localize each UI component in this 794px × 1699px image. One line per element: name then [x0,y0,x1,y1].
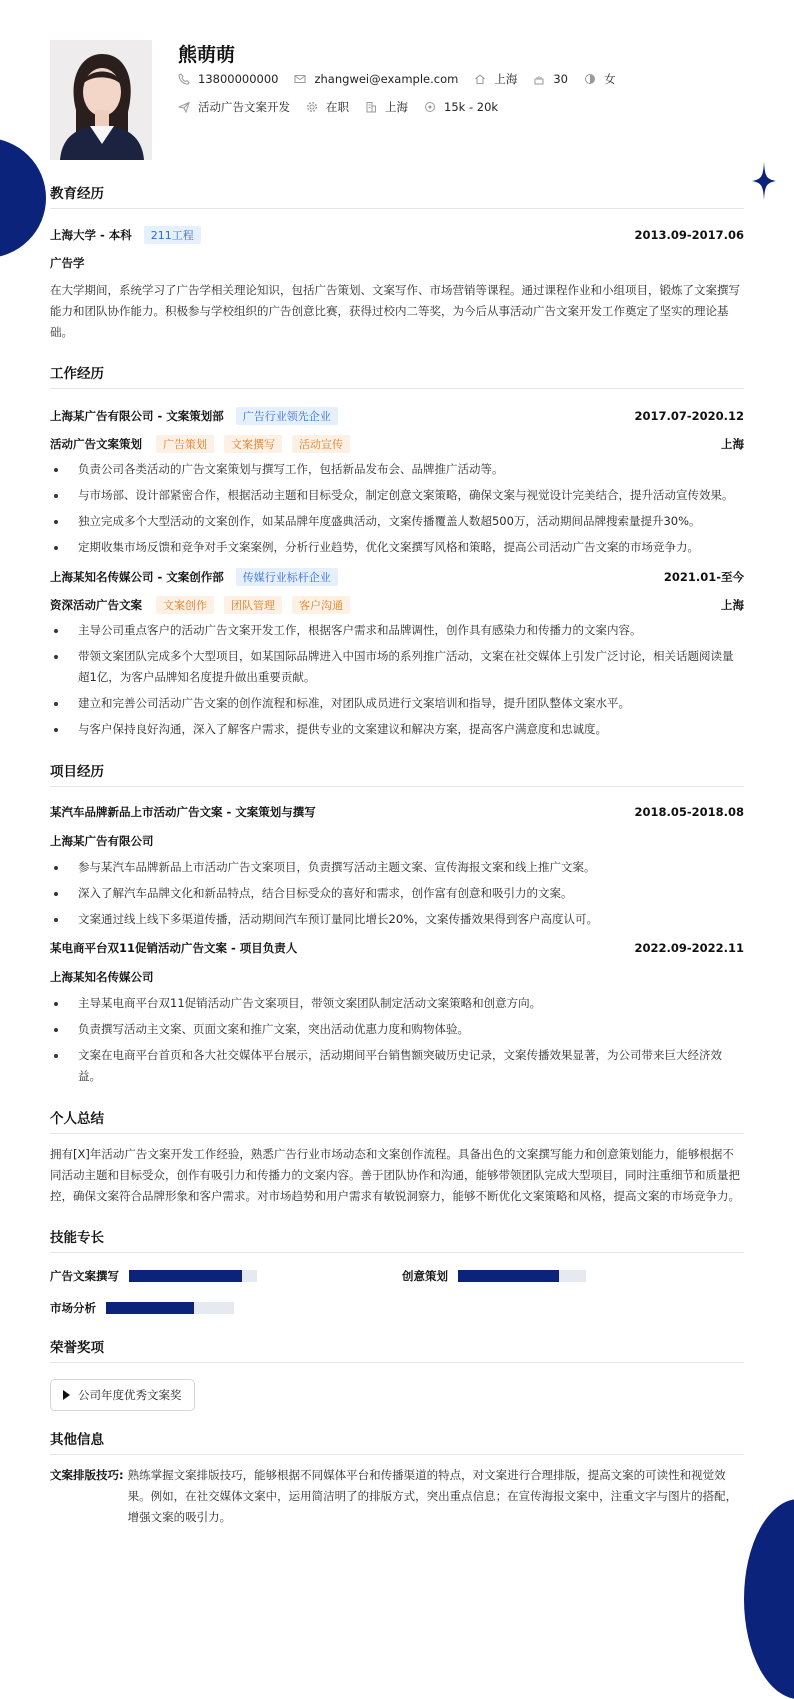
skill-tag: 文案撰写 [224,435,282,453]
email-text: zhangwei@example.com [314,72,459,86]
decor-circle-left [0,138,46,258]
list-item: 主导公司重点客户的活动广告文案开发工作，根据客户需求和品牌调性，创作具有感染力和传播力的文案内容。 [50,620,744,641]
home-icon [474,73,486,85]
project-header-row [50,940,744,956]
age-icon [533,73,545,85]
skill-bar [106,1302,234,1314]
job-header-row [50,407,744,425]
job-intent-row [178,99,514,115]
education-section [50,182,744,343]
city-item [474,71,517,87]
target-position-item [178,99,290,115]
project-bullets [50,857,744,930]
gear-icon [306,101,318,113]
gender-text: 女 [603,72,616,86]
coin-icon [424,101,436,113]
company-tag: 广告行业领先企业 [236,407,338,425]
project-company: 上海某广告有限公司 [50,834,154,848]
play-icon [63,1390,70,1400]
project-date: 2022.09-2022.11 [634,941,744,955]
education-header-row [50,226,744,244]
job-position: 活动广告文案策划 [50,437,142,451]
job-position-row [50,596,744,614]
school-tag: 211工程 [144,226,201,244]
project-entry [50,804,744,930]
other-text: 熟练掌握文案排版技巧，能够根据不同媒体平台和传播渠道的特点，对文案进行合理排版，提高文案的可读性和视觉效果。例如，在社交媒体文案中，运用简洁明了的排版方式，突出重点信息；在宣传海报文案中，注重文字与图片的搭配，增强文案的吸引力。 [127,1468,738,1524]
job-entry [50,568,744,740]
work-section [50,362,744,740]
target-position-text: 活动广告文案开发 [198,100,290,114]
skill-bar [458,1270,586,1282]
job-bullets [50,620,744,740]
list-item: 带领文案团队完成多个大型项目，如某国际品牌进入中国市场的系列推广活动，文案在社交媒体上引发广泛讨论，相关话题阅读量超1亿，为客户品牌知名度提升做出重要贡献。 [50,646,744,688]
summary-text: 拥有[X]年活动广告文案开发工作经验，熟悉广告行业市场动态和文案创作流程。具备出色的文案撰写能力和创意策划能力，能够根据不同活动主题和目标受众，创作有吸引力和传播力的文案内容。善于团队协作和沟通，能够带领团队完成大型项目，同时注重细节和质量把控，确保文案符合品牌形象和客户需求。对市场趋势和用户需求有敏锐洞察力，能够不断优化文案策略和风格，提高文案的市场竞争力。 [50,1147,740,1203]
decor-circle-right [744,1499,794,1699]
list-item: 深入了解汽车品牌文化和新品特点，结合目标受众的喜好和需求，创作富有创意和吸引力的文案。 [50,883,744,904]
skill-bar [129,1270,257,1282]
honor-item [50,1379,195,1411]
job-date: 2017.07-2020.12 [634,409,744,423]
candidate-name: 熊萌萌 [178,44,236,66]
list-item: 主导某电商平台双11促销活动广告文案项目，带领文案团队制定活动文案策略和创意方向。 [50,993,744,1014]
skills-title: 技能专长 [50,1226,744,1253]
skill-name: 市场分析 [50,1301,96,1315]
salary-item [424,100,498,114]
skills-row [50,1300,744,1316]
project-bullets [50,993,744,1087]
skill-item [50,1268,402,1284]
honors-title: 荣誉奖项 [50,1336,744,1363]
mail-icon [294,73,306,85]
list-item: 负责撰写活动主文案、页面文案和推广文案，突出活动优惠力度和购物体验。 [50,1019,744,1040]
projects-title: 项目经历 [50,760,744,787]
project-name: 某汽车品牌新品上市活动广告文案 - 文案策划与撰写 [50,805,316,819]
contact-row [178,71,631,87]
skill-name: 创意策划 [402,1269,448,1283]
work-title: 工作经历 [50,362,744,389]
phone-icon [178,73,190,85]
target-city-text: 上海 [385,100,408,114]
send-icon [178,101,190,113]
skill-bar-fill [129,1270,242,1282]
project-name: 某电商平台双11促销活动广告文案 - 项目负责人 [50,941,298,955]
job-company: 上海某知名传媒公司 - 文案创作部 [50,570,224,584]
target-city-item [365,99,408,115]
skill-item [50,1300,234,1316]
list-item: 与客户保持良好沟通，深入了解客户需求，提供专业的文案建议和解决方案，提高客户满意度和忠诚度。 [50,719,744,740]
skill-tag: 文案创作 [156,596,214,614]
skill-name: 广告文案撰写 [50,1269,119,1283]
school-name: 上海大学 - 本科 [50,228,132,242]
salary-text: 15k - 20k [444,100,499,114]
skill-bar-fill [106,1302,194,1314]
skill-item [402,1268,586,1284]
list-item: 与市场部、设计部紧密合作，根据活动主题和目标受众，制定创意文案策略，确保文案与视觉设计完美结合，提升活动宣传效果。 [50,485,744,506]
phone-text: 13800000000 [198,72,279,86]
job-location: 上海 [721,437,744,451]
other-label: 文案排版技巧: [50,1468,124,1482]
summary-title: 个人总结 [50,1107,744,1134]
building-icon [365,101,377,113]
skills-section [50,1226,744,1316]
skills-row [50,1268,744,1284]
projects-section [50,760,744,1087]
city-text: 上海 [494,72,518,86]
project-date: 2018.05-2018.08 [634,805,744,819]
email-item [294,72,458,86]
skill-tag: 活动宣传 [292,435,350,453]
job-bullets [50,459,744,558]
honor-text: 公司年度优秀文案奖 [78,1388,182,1402]
resume-page [50,0,744,1528]
list-item: 参与某汽车品牌新品上市活动广告文案项目，负责撰写活动主题文案、宣传海报文案和线上推广文案。 [50,857,744,878]
skill-tag: 客户沟通 [292,596,350,614]
job-location: 上海 [721,598,744,612]
status-item [306,99,349,115]
education-date: 2013.09-2017.06 [634,228,744,242]
project-company: 上海某知名传媒公司 [50,970,154,984]
summary-section [50,1107,744,1207]
resume-header [50,0,744,178]
avatar [50,40,152,160]
honors-section [50,1336,744,1411]
job-position-row [50,435,744,453]
list-item: 负责公司各类活动的广告文案策划与撰写工作，包括新品发布会、品牌推广活动等。 [50,459,744,480]
gender-item [584,71,616,87]
education-description: 在大学期间，系统学习了广告学相关理论知识，包括广告策划、文案写作、市场营销等课程。通过课程作业和小组项目，锻炼了文案撰写能力和团队协作能力。积极参与学校组织的广告创意比赛，获得过校内二等奖，为今后从事活动广告文案开发工作奠定了坚实的理论基础。 [50,283,740,339]
job-position: 资深活动广告文案 [50,598,142,612]
list-item: 独立完成多个大型活动的文案创作，如某品牌年度盛典活动，文案传播覆盖人数超500万，活动期间品牌搜索量提升30%。 [50,511,744,532]
job-header-row [50,568,744,586]
job-date: 2021.01-至今 [663,570,744,584]
status-text: 在职 [326,100,349,114]
star-icon [752,162,776,200]
age-item [533,72,568,86]
skill-bar-fill [458,1270,559,1282]
phone-item [178,72,278,86]
list-item: 建立和完善公司活动广告文案的创作流程和标准，对团队成员进行文案培训和指导，提升团队整体文案水平。 [50,693,744,714]
age-text: 30 [553,72,568,86]
job-entry [50,407,744,558]
education-title: 教育经历 [50,182,744,209]
list-item: 文案通过线上线下多渠道传播，活动期间汽车预订量同比增长20%，文案传播效果得到客户高度认可。 [50,909,744,930]
job-company: 上海某广告有限公司 - 文案策划部 [50,409,224,423]
list-item: 定期收集市场反馈和竞争对手文案案例，分析行业趋势，优化文案撰写风格和策略，提高公司活动广告文案的市场竞争力。 [50,537,744,558]
project-header-row [50,804,744,820]
list-item: 文案在电商平台首页和各大社交媒体平台展示，活动期间平台销售额突破历史记录，文案传播效果显著，为公司带来巨大经济效益。 [50,1045,744,1087]
other-title: 其他信息 [50,1428,744,1455]
skill-tag: 团队管理 [224,596,282,614]
company-tag: 传媒行业标杆企业 [236,568,338,586]
skill-tag: 广告策划 [156,435,214,453]
project-entry [50,940,744,1087]
gender-icon [584,73,596,85]
other-section [50,1428,744,1528]
other-row [50,1465,744,1528]
major: 广告学 [50,256,85,270]
